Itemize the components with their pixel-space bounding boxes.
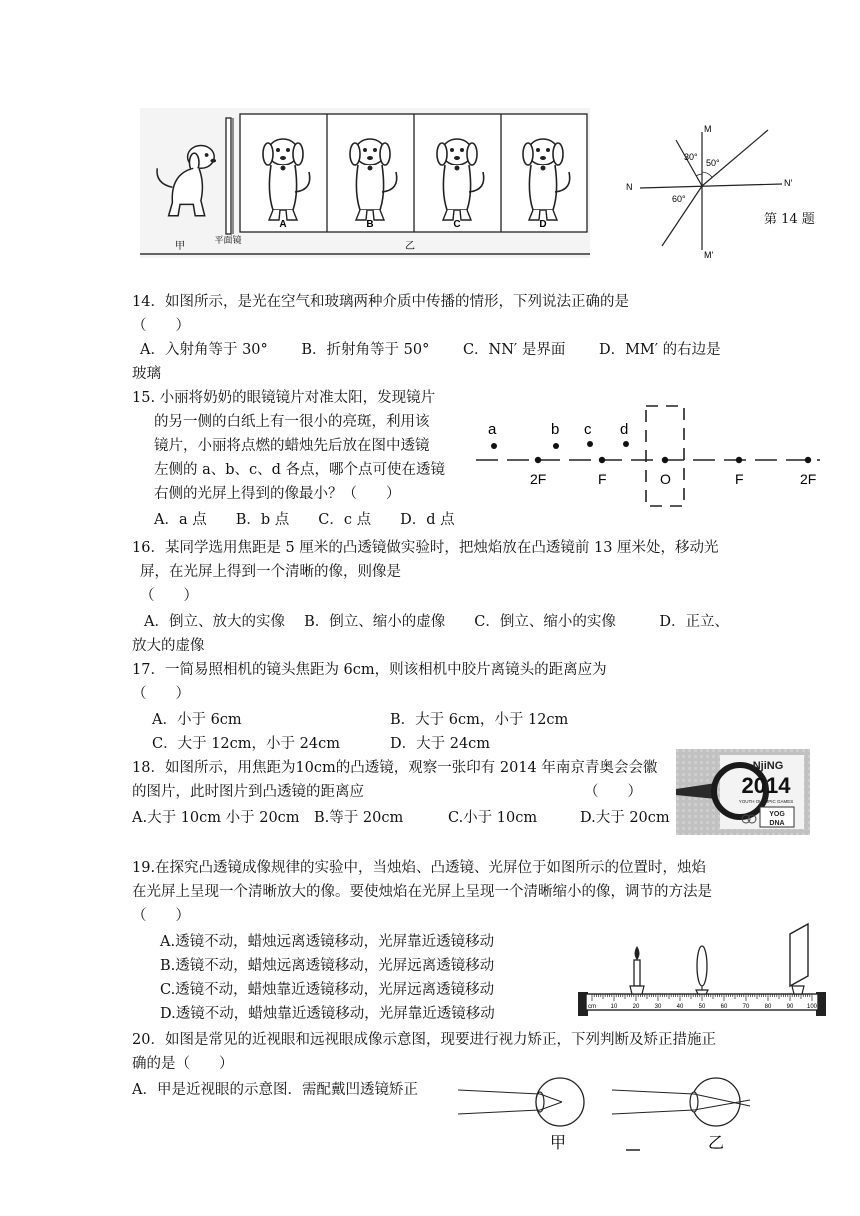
- q14-options: A．入射角等于 30° B．折射角等于 50° C．NN′ 是界面 D．MM′ 的右边是: [140, 342, 721, 358]
- angle-60: 60°: [672, 194, 686, 204]
- q14-options-wrap: 玻璃: [132, 366, 161, 382]
- label-f-right: F: [735, 471, 744, 487]
- label-n: N: [626, 182, 633, 192]
- ruler-tick-label: 30: [654, 1004, 662, 1010]
- q19-paren: （ ）: [132, 908, 190, 924]
- magnifier-photo: [676, 749, 810, 835]
- logo-year: 2014: [741, 773, 791, 798]
- q15-options: A．a 点 B．b 点 C．c 点 D．d 点: [154, 512, 455, 528]
- angle-30: 30°: [684, 152, 698, 162]
- q19-line-2: 在光屏上呈现一个清晰放大的像。要使烛焰在光屏上呈现一个清晰缩小的像，调节的方法是: [132, 884, 712, 900]
- q17-stem: 17．一简易照相机的镜头焦距为 6cm，则该相机中胶片离镜头的距离应为: [132, 662, 607, 678]
- q17-option-c: C．大于 12cm，小于 24cm: [152, 736, 340, 752]
- q20-option-a: A．甲是近视眼的示意图．需配戴凹透镜矫正: [132, 1082, 418, 1098]
- panel-label-c: C: [453, 219, 461, 230]
- q16-line-2: 屏，在光屏上得到一个清晰的像，则像是: [140, 564, 401, 580]
- q18-option-a: A.大于 10cm 小于 20cm: [132, 810, 300, 826]
- q18-line-1: 18．如图所示，用焦距为10cm的凸透镜，观察一张印有 2014 年南京青奥会会徽: [132, 760, 658, 776]
- lens-points-figure: [474, 402, 824, 512]
- panel-label-b: B: [366, 219, 374, 230]
- ruler-tick-label: 90: [786, 1004, 794, 1010]
- panel-label-a: A: [279, 219, 287, 230]
- eye-diagrams: [454, 1076, 774, 1156]
- label-m: M: [704, 124, 712, 134]
- point-b: b: [551, 421, 560, 438]
- q18-option-d: D.大于 20cm: [580, 810, 670, 826]
- label-o: O: [660, 471, 671, 487]
- ruler-tick-label: 50: [698, 1004, 706, 1010]
- panel-label-d: D: [539, 219, 547, 230]
- q16-options-wrap: 放大的虚像: [132, 638, 205, 654]
- label-2f-left: 2F: [530, 471, 547, 487]
- label-2f-right: 2F: [800, 471, 817, 487]
- q15-line-2: 的另一侧的白纸上有一很小的亮斑，利用该: [154, 414, 430, 430]
- q18-option-c: C.小于 10cm: [448, 810, 538, 826]
- logo-dna: DNA: [769, 820, 785, 827]
- q15-line-1: 15. 小丽将奶奶的眼镜镜片对准太阳，发现镜片: [132, 390, 436, 406]
- q18-line-2: 的图片，此时图片到凸透镜的距离应: [132, 784, 364, 800]
- q19-option-c: C.透镜不动，蜡烛靠近透镜移动，光屏远离透镜移动: [160, 982, 495, 998]
- eye-label-yi: 乙: [707, 1135, 725, 1152]
- figure-caption-14: 第 14 题: [764, 212, 815, 227]
- q15-line-4: 左侧的 a、b、c、d 各点，哪个点可使在透镜: [154, 462, 446, 478]
- q15-line-3: 镜片，小丽将点燃的蜡烛先后放在图中透镜: [154, 438, 430, 454]
- angle-50: 50°: [706, 158, 720, 168]
- q15-line-5: 右侧的光屏上得到的像最小？（ ）: [154, 486, 401, 502]
- eye-label-jia: 甲: [549, 1135, 567, 1152]
- ruler-tick-label: 100: [806, 1004, 818, 1010]
- point-a: a: [488, 421, 497, 438]
- optical-bench-figure: [572, 920, 832, 1020]
- q14-paren: （ ）: [132, 318, 190, 334]
- dog-mirror-figure: [140, 108, 590, 258]
- refraction-figure: [618, 118, 808, 262]
- label-n-prime: N': [784, 178, 793, 188]
- q17-paren: （ ）: [132, 686, 190, 702]
- q16-paren: （ ）: [140, 588, 198, 604]
- q17-option-b: B．大于 6cm，小于 12cm: [390, 712, 569, 728]
- label-plane-mirror: 平面镜: [214, 235, 242, 245]
- point-d: d: [620, 421, 629, 438]
- ruler-tick-label: 10: [610, 1004, 618, 1010]
- q19-option-b: B.透镜不动，蜡烛远离透镜移动，光屏远离透镜移动: [160, 958, 495, 974]
- ruler-tick-label: 60: [720, 1004, 728, 1010]
- q20-line-2: 确的是（ ）: [132, 1056, 234, 1072]
- q19-option-a: A.透镜不动，蜡烛远离透镜移动，光屏靠近透镜移动: [160, 934, 495, 950]
- ruler-tick-label: cm: [588, 1004, 596, 1010]
- ruler-tick-label: 70: [742, 1004, 750, 1010]
- q14-stem: 14．如图所示，是光在空气和玻璃两种介质中传播的情形，下列说法正确的是: [132, 294, 629, 310]
- label-f-left: F: [598, 471, 607, 487]
- logo-top: NjiNG: [752, 760, 784, 772]
- ruler-tick-label: 20: [632, 1004, 640, 1010]
- q18-paren: （ ）: [584, 784, 642, 800]
- point-c: c: [584, 421, 592, 438]
- label-yi: 乙: [405, 241, 415, 252]
- q19-option-d: D.透镜不动，蜡烛靠近透镜移动，光屏靠近透镜移动: [160, 1006, 495, 1022]
- q17-option-a: A．小于 6cm: [152, 712, 242, 728]
- label-m-prime: M': [704, 250, 714, 260]
- q18-option-b: B.等于 20cm: [314, 810, 404, 826]
- label-jia: 甲: [175, 241, 185, 252]
- q17-option-d: D．大于 24cm: [390, 736, 491, 752]
- q16-line-1: 16．某同学选用焦距是 5 厘米的凸透镜做实验时，把烛焰放在凸透镜前 13 厘米处，移动光: [132, 540, 719, 556]
- logo-yog: YOG: [769, 811, 785, 818]
- q20-line-1: 20．如图是常见的近视眼和远视眼成像示意图，现要进行视力矫正，下列判断及矫正措施正: [132, 1032, 716, 1048]
- q16-options: A．倒立、放大的实像 B．倒立、缩小的虚像 C．倒立、缩小的实像 D．正立、: [144, 614, 729, 630]
- ruler-tick-label: 40: [676, 1004, 684, 1010]
- ruler-tick-label: 80: [764, 1004, 772, 1010]
- logo-sub: YOUTH OLYMPIC GAMES: [738, 799, 794, 804]
- q19-line-1: 19.在探究凸透镜成像规律的实验中，当烛焰、凸透镜、光屏位于如图所示的位置时，烛焰: [132, 860, 707, 876]
